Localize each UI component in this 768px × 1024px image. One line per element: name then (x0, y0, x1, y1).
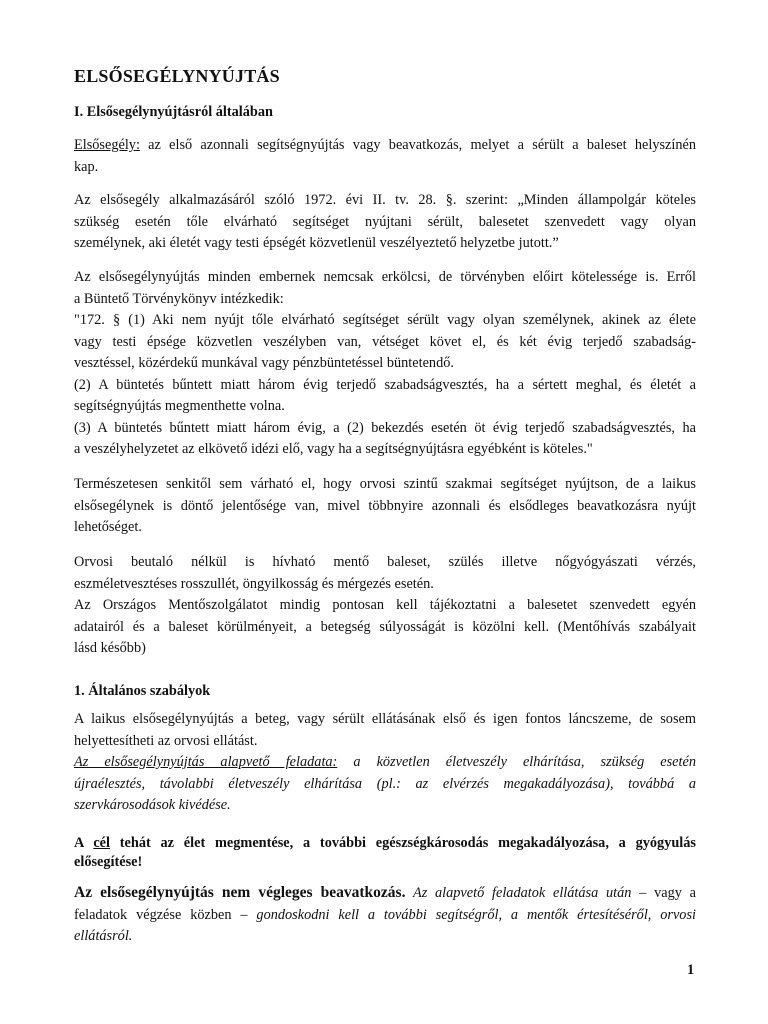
text-line: A laikus elsősegélynyújtás a beteg, vagy sérült ellátásának első és igen fontos láncszeme, de sosem (74, 711, 696, 727)
layperson-paragraph (74, 474, 696, 539)
text-line: a Büntető Törvénykönyv intézkedik: (74, 290, 284, 307)
definition-text-end: kap. (74, 158, 99, 175)
text-line: szükség esetén tőle elvárható segítséget nyújtani sérült, balesetet szenvedett vagy olyan (74, 213, 696, 230)
text-line: segítségnyújtás megmenthette volna. (74, 398, 285, 414)
page-number: 1 (687, 962, 695, 978)
text-line: a veszélyhelyzetet az elkövető idézi elő, vagy ha a segítségnyújtásra egyébként is köteles." (74, 441, 593, 457)
section-heading: I. Elsősegélynyújtásról általában (74, 104, 273, 120)
text-line: személynek, aki életét vagy testi épségét közvetlenül veszélyeztető helyzetbe jutott.” (74, 235, 559, 251)
text-line: Az Országos Mentőszolgálatot mindig pontosan kell tájékoztatni a balesetet szenvedett egyén (74, 597, 696, 613)
general-rules-paragraph (74, 709, 696, 817)
text-line: lásd később) (74, 640, 146, 656)
text-line: eszméletvesztéses rosszullét, öngyilkosság és mérgezés esetén. (74, 575, 434, 592)
goal-prefix: A (74, 835, 94, 851)
task-label: Az elsősegélynyújtás alapvető feladata: (74, 754, 338, 770)
goal-keyword: cél (93, 835, 110, 851)
goal-text-end: elősegítése! (74, 854, 143, 870)
text-line: Orvosi beutaló nélkül is hívható mentő baleset, szülés illetve nőgyógyászati vérzés, (74, 554, 696, 570)
definition-paragraph (74, 135, 696, 178)
text-line: helyettesítheti az orvosi ellátást. (74, 732, 258, 749)
text-line: vagy testi épsége közvetlen veszélyben van, vétséget követ el, és két évig terjedő szabadság- (74, 333, 696, 350)
text-line: Az elsősegély alkalmazásáról szóló 1972. évi II. tv. 28. §. szerint: „Minden állampolgár köteles (74, 192, 696, 208)
task-text-line: szervkárosodások kivédése. (74, 797, 231, 813)
closing-paragraph (74, 882, 696, 948)
text-line: "172. § (1) Aki nem nyújt tőle elvárható segítséget sérült vagy olyan személynek, akinek az élete (74, 312, 696, 328)
task-text: a közvetlen életveszély elhárítása, szükség esetén (337, 754, 696, 770)
ambulance-paragraph (74, 552, 696, 660)
text-line: adatairól és a baleset körülményeit, a betegség súlyosságát is közölni kell. (Mentőhívás szabályait (74, 618, 696, 635)
penal-code-paragraph (74, 267, 696, 461)
document-title: ELSŐSEGÉLYNYÚJTÁS (74, 66, 280, 86)
text-line: elsősegélynek is döntő jelentősége van, mivel többnyire azonnali és elsődleges beavatkozásra nyújt (74, 497, 696, 514)
text-line: vesztéssel, közérdekű munkával vagy pénzbüntetéssel büntetendő. (74, 355, 454, 371)
closing-italic: Az alapvető feladatok ellátása után (405, 885, 632, 901)
text-line: (3) A büntetés bűntett miatt három évig, a (2) bekezdés esetén öt évig terjedő szabadságvesztés, ha (74, 419, 696, 436)
subsection-heading: 1. Általános szabályok (74, 683, 211, 699)
closing-italic-end: ellátásról. (74, 928, 133, 944)
definition-term: Elsősegély: (74, 137, 140, 153)
task-text-line: újraélesztés, távolabbi életveszély elhárítása (pl.: az elvérzés megakadályozása), továbbá a (74, 775, 696, 792)
text-line: Az elsősegélynyújtás minden embernek nemcsak erkölcsi, de törvényben előirt kötelessége is. Erről (74, 269, 696, 285)
goal-paragraph (74, 834, 696, 872)
law-quote-paragraph (74, 190, 696, 255)
goal-text: tehát az élet megmentése, a további egészségkárosodás megakadályozása, a gyógyulás (110, 835, 696, 851)
closing-italic: gondoskodni kell a további segítségről, a mentők értesítéséről, orvosi (256, 906, 696, 923)
text-line: Természetesen senkitől sem várható el, hogy orvosi szintű szakmai segítséget nyújtson, de a laikus (74, 476, 696, 492)
text-line: (2) A büntetés bűntett miatt három évig terjedő szabadságvesztés, ha a sértett meghal, és életét a (74, 376, 696, 393)
closing-normal: feladatok végzése közben – (74, 906, 257, 923)
text-line: lehetőséget. (74, 519, 142, 535)
closing-bold: Az elsősegélynyújtás nem végleges beavatkozás. (74, 884, 406, 901)
closing-normal: – vagy a (631, 885, 696, 901)
definition-text: az első azonnali segítségnyújtás vagy beavatkozás, melyet a sérült a baleset helyszínén (139, 137, 696, 153)
